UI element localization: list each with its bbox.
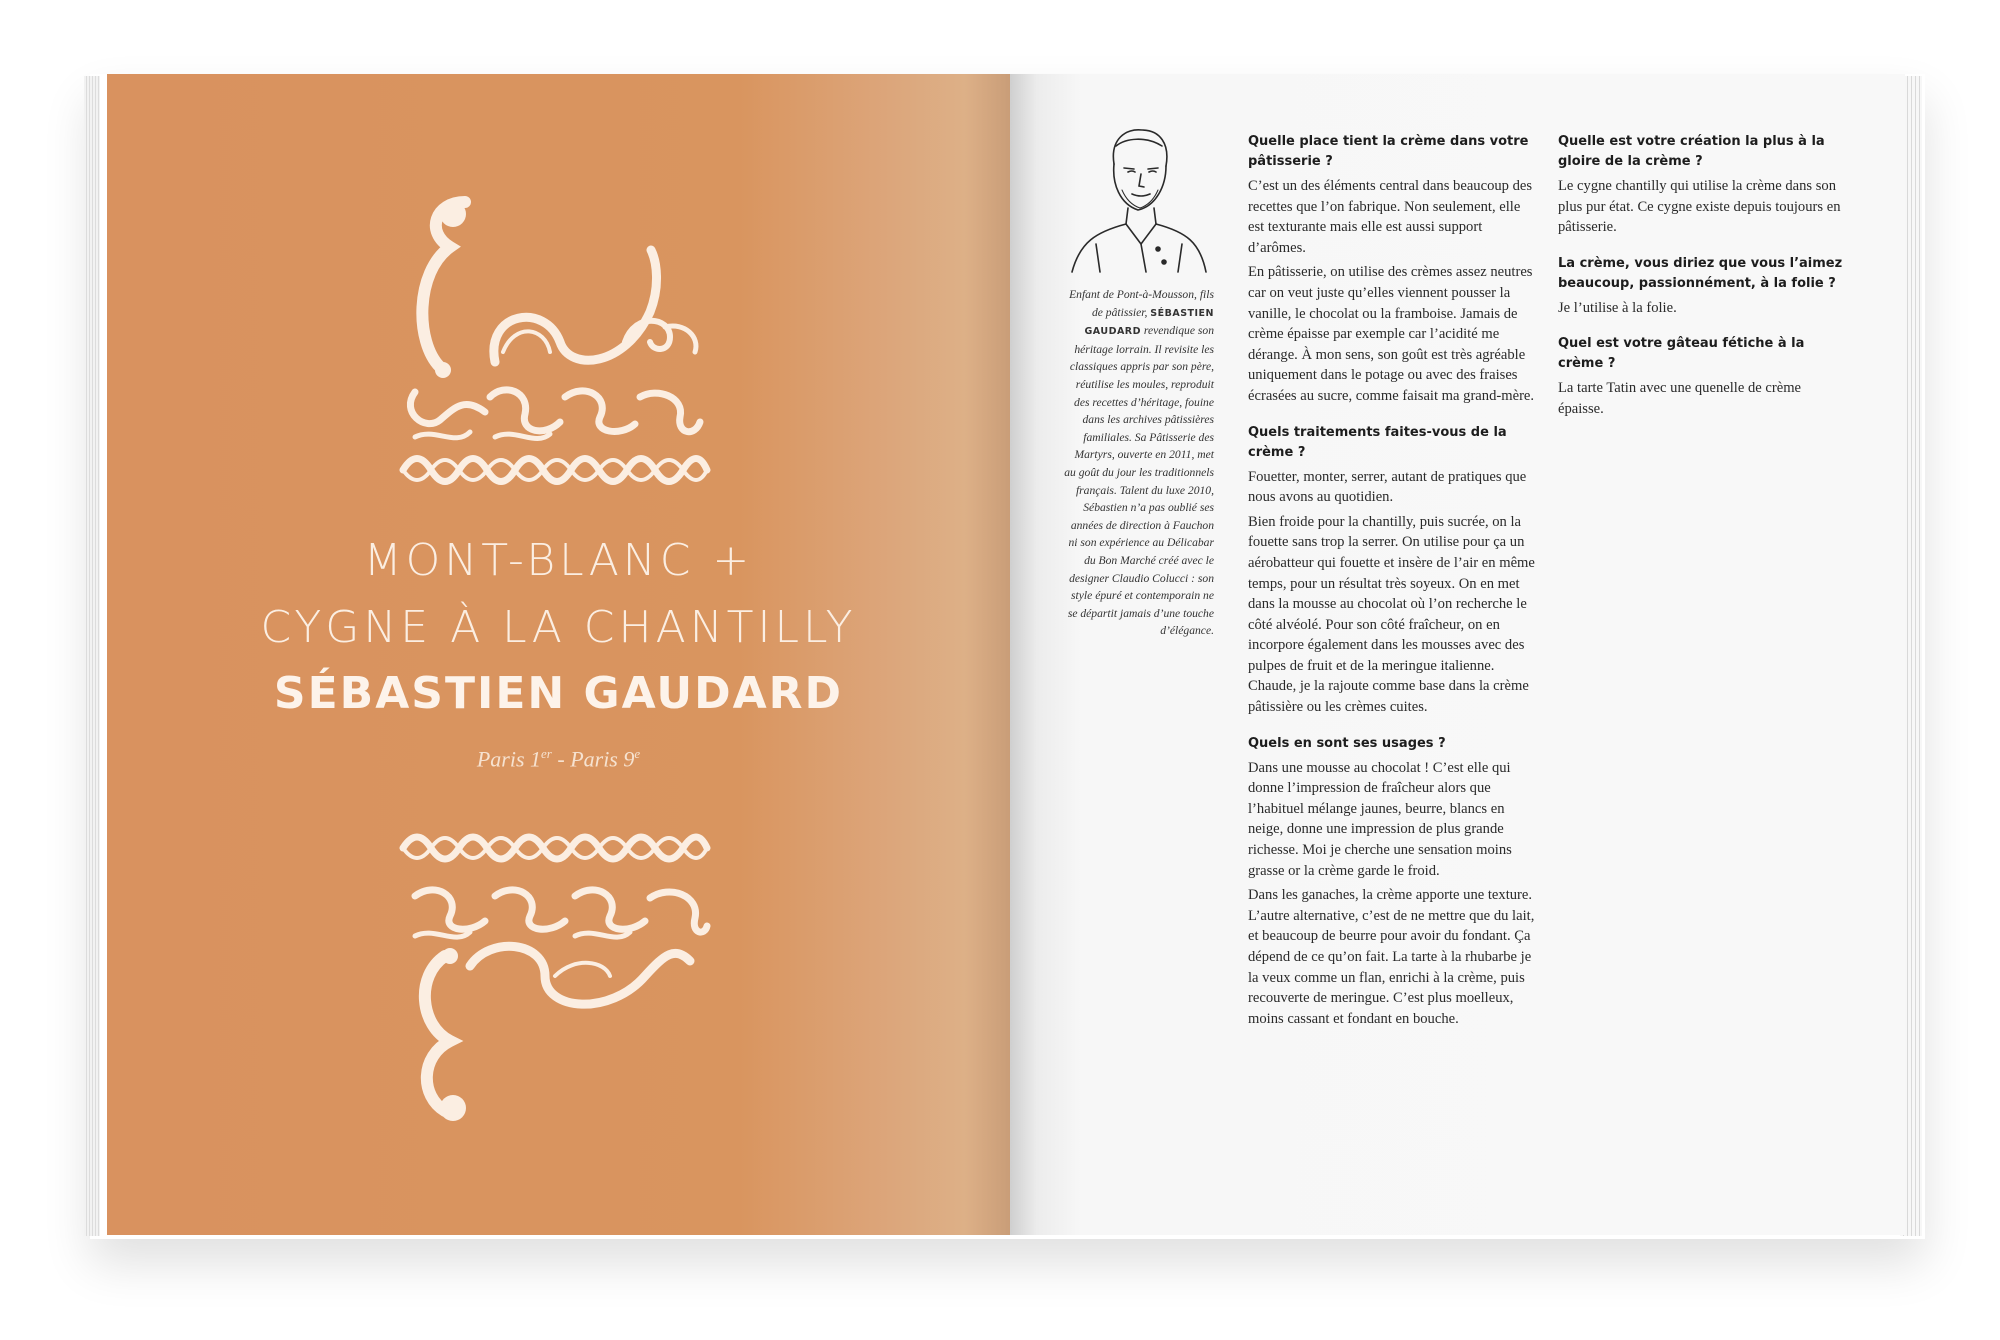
chef-biography-caption: Enfant de Pont-à-Mousson, fils de pâtissier, SÉBASTIEN GAUDARD revendique son héritage lorrain. Il revisite les classiques appris par son père, réutilise les moules, reproduit des recettes d’héritage, fouine dans les archives pâtissières familiales. Sa Pâtisserie des Martyrs, ouverte en 2011, met au goût du jour les traditionnels français. Talent du luxe 2010, Sébastien n’a pas oublié ses années de direction à Fauchon ni son expérience au Délicabar du Bon Marché créé avec le designer Claudio Colucci : son style épuré et contemporain ne se départit jamais d’une touche d’élégance. <box>1064 288 1214 638</box>
answer-paragraph: Dans les ganaches, la crème apporte une texture. L’autre alternative, c’est de ne mettre que du lait, et beaucoup de beurre pour avoir du fondant. Ça dépend de ce qu’on fait. La tarte à la rhubarbe je la veux comme un flan, enrichi à la crème, puis recouverte de meringue. C’est plus moelleux, moins cassant et fondant en bouche. <box>1248 887 1535 1027</box>
answer-paragraph: Je l’utilise à la folie. <box>1558 299 1677 316</box>
swan-ornament-top <box>395 192 715 492</box>
question-heading: Quels traitements faites-vous de la crème ? <box>1248 424 1507 460</box>
question-heading: Quel est votre gâteau fétiche à la crème ? <box>1558 336 1805 372</box>
question-heading: La crème, vous diriez que vous l’aimez beaucoup, passionnément, à la folie ? <box>1558 255 1843 291</box>
location: Paris 1er - Paris 9e <box>476 746 641 772</box>
swan-ornament-bottom <box>395 826 715 1126</box>
chef-name: SÉBASTIEN GAUDARD <box>273 668 844 719</box>
answer-paragraph: Bien froide pour la chantilly, puis sucrée, on la fouette sans trop la serrer. On utilise pour ça un aérobatteur qui fouette et insère de l’air en même temps, pour un résultat très soyeux. On en met dans la mousse au chocolat où l’on recherche le côté alvéolé. Pour son côté fraîcheur, on en incorpore également dans les mousses avec des pulpes de fruit et de la meringue italienne. Chaude, je la rajoute comme base dans la crème pâtissière ou les crèmes cuites. <box>1248 513 1535 716</box>
page-edges-left <box>84 76 100 1236</box>
title-line-2: CYGNE À LA CHANTILLY <box>260 602 857 653</box>
answer-paragraph: Dans une mousse au chocolat ! C’est elle qui donne l’impression de fraîcheur alors que l’habituel mélange jaunes, beurre, blancs en neige, donne une impression de plus grande richesse. Moi je cherche une sensation moins grasse or la crème garde le froid. <box>1248 759 1512 879</box>
interview-column-1 <box>1248 132 1538 1033</box>
answer-paragraph: En pâtisserie, on utilise des crèmes assez neutres car on veut juste qu’elles viennent pousser la vanille, le chocolat ou la framboise. Jamais de crème épaisse par exemple car l’acidité me dérange. À mon sens, son goût est très agréable uniquement dans le potage ou avec des fraises écrasées au sucre, comme faisait ma grand-mère. <box>1248 264 1535 404</box>
answer-paragraph: C’est un des éléments central dans beaucoup des recettes que l’on fabrique. Non seulement, elle est texturante mais elle est aussi support d’arômes. <box>1248 178 1533 256</box>
chef-portrait-sketch <box>1066 124 1212 274</box>
question-heading: Quels en sont ses usages ? <box>1248 735 1446 751</box>
answer-paragraph: La tarte Tatin avec une quenelle de crème épaisse. <box>1558 380 1802 417</box>
answer-paragraph: Fouetter, monter, serrer, autant de pratiques que nous avons au quotidien. <box>1248 468 1527 506</box>
answer-paragraph: Le cygne chantilly qui utilise la crème dans son plus pur état. Ce cygne existe depuis toujours en pâtisserie. <box>1558 178 1841 236</box>
interview-column-2 <box>1558 132 1848 424</box>
title-line-1: MONT-BLANC + <box>363 535 754 586</box>
question-heading: Quelle est votre création la plus à la gloire de la crème ? <box>1558 134 1825 169</box>
question-heading: Quelle place tient la crème dans votre pâtisserie ? <box>1248 134 1529 169</box>
